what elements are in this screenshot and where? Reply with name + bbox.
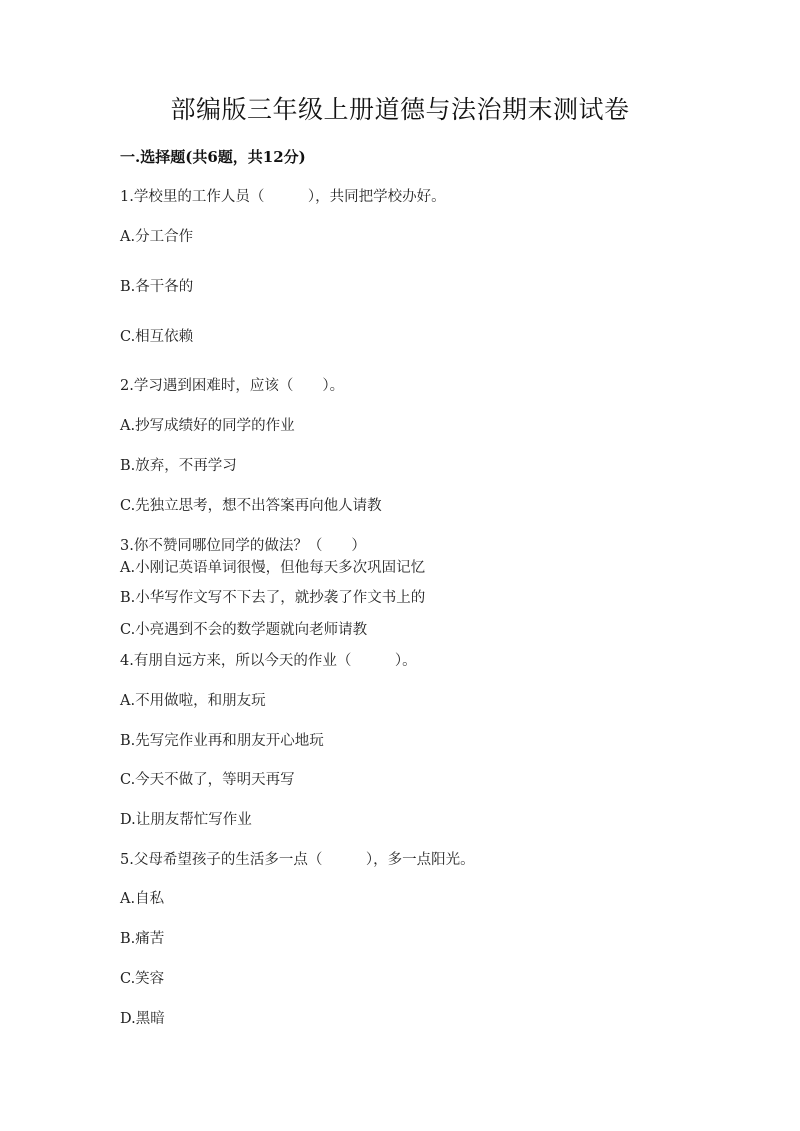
question-1-option-a: A.分工合作: [120, 229, 194, 245]
page-title: 部编版三年级上册道德与法治期末测试卷: [170, 95, 630, 124]
question-5-option-c: C.笑容: [120, 971, 165, 987]
question-5-option-a: A.自私: [120, 891, 165, 907]
question-3-stem: 3.你不赞同哪位同学的做法？（ ）: [120, 538, 366, 554]
question-4-option-a: A.不用做啦，和朋友玩: [120, 693, 266, 709]
question-4-option-b: B.先写完作业再和朋友开心地玩: [120, 733, 324, 749]
question-4-option-c: C.今天不做了，等明天再写: [120, 772, 295, 788]
question-5-stem: 5.父母希望孩子的生活多一点（ ），多一点阳光。: [120, 852, 475, 868]
question-5-option-d: D.黑暗: [120, 1011, 165, 1027]
section-heading: 一.选择题(共6题，共12分): [120, 148, 306, 166]
question-4-stem: 4.有朋自远方来，所以今天的作业（ ）。: [120, 653, 417, 669]
question-4-option-d: D.让朋友帮忙写作业: [120, 812, 252, 828]
question-2-option-a: A.抄写成绩好的同学的作业: [120, 418, 295, 434]
question-1-option-c: C.相互依赖: [120, 329, 194, 345]
question-3-option-b: B.小华写作文写不下去了，就抄袭了作文书上的: [120, 590, 426, 606]
question-2-stem: 2.学习遇到困难时，应该（ ）。: [120, 378, 345, 394]
question-3-option-a: A.小刚记英语单词很慢，但他每天多次巩固记忆: [120, 560, 426, 576]
question-3-option-c: C.小亮遇到不会的数学题就向老师请教: [120, 622, 368, 638]
question-2-option-c: C.先独立思考，想不出答案再向他人请教: [120, 498, 382, 514]
question-5-option-b: B.痛苦: [120, 931, 165, 947]
question-2-option-b: B.放弃，不再学习: [120, 458, 237, 474]
question-1-stem: 1.学校里的工作人员（ ），共同把学校办好。: [120, 189, 446, 205]
question-1-option-b: B.各干各的: [120, 279, 194, 295]
